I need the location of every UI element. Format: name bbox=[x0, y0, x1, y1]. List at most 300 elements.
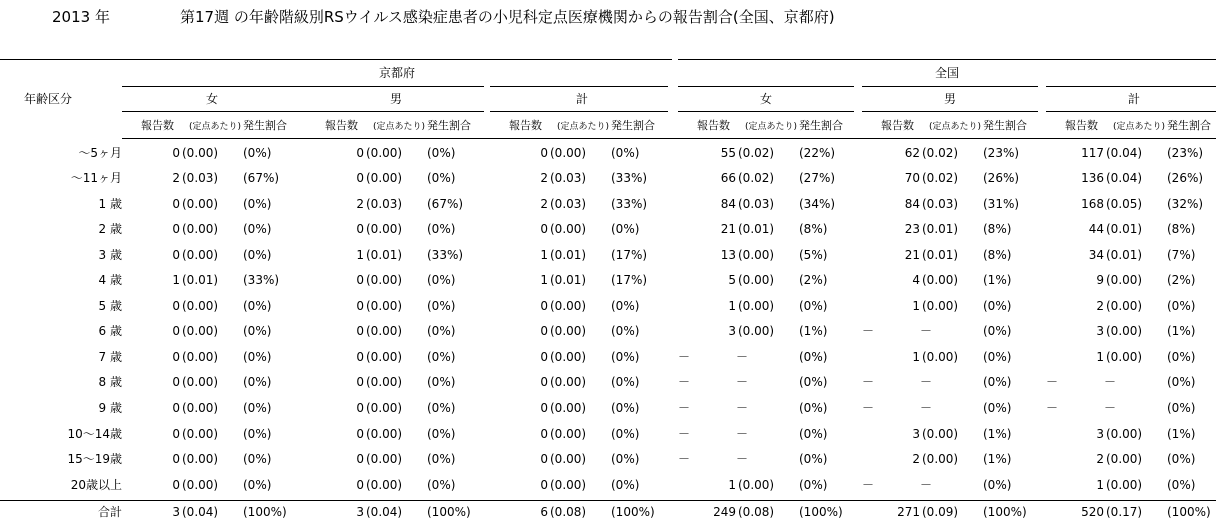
cell-ratio: (26%) bbox=[1167, 171, 1204, 185]
cell-ratio: (8%) bbox=[1167, 222, 1196, 236]
cell-per-site: (0.09) bbox=[922, 505, 959, 519]
cell-ratio: (0%) bbox=[427, 146, 456, 160]
cell-ratio: (0%) bbox=[611, 324, 640, 338]
sex-divider-2 bbox=[490, 111, 668, 112]
cell-per-site: (0.00) bbox=[550, 350, 587, 364]
cell-per-site: (0.03) bbox=[366, 197, 403, 211]
cell-count-dash: － bbox=[862, 324, 875, 338]
cell-count: 1 bbox=[540, 273, 548, 287]
cell-ratio: (0%) bbox=[427, 375, 456, 389]
cell-ratio: (0%) bbox=[799, 452, 828, 466]
subheader-per-site-1: (定点あたり) bbox=[373, 122, 426, 132]
cell-ratio: (1%) bbox=[799, 324, 828, 338]
cell-ratio: (0%) bbox=[243, 197, 272, 211]
cell-per-site: (0.00) bbox=[1106, 299, 1143, 313]
cell-per-site: (0.03) bbox=[922, 197, 959, 211]
cell-ratio: (7%) bbox=[1167, 248, 1196, 262]
cell-count-dash: － bbox=[678, 401, 691, 415]
cell-count: 1 bbox=[912, 350, 920, 364]
cell-count: 55 bbox=[720, 146, 736, 160]
cell-count: 9 bbox=[1096, 273, 1104, 287]
cell-ratio: (2%) bbox=[799, 273, 828, 287]
cell-count: 1 bbox=[728, 478, 736, 492]
cell-ratio: (0%) bbox=[1167, 375, 1196, 389]
region-header-national: 全国 bbox=[934, 66, 960, 80]
cell-count: 1 bbox=[356, 248, 364, 262]
cell-per-site: (0.00) bbox=[550, 427, 587, 441]
cell-ratio: (0%) bbox=[243, 222, 272, 236]
cell-per-site: (0.01) bbox=[366, 248, 403, 262]
sex-header-0: 女 bbox=[205, 92, 219, 106]
cell-per-site: (0.01) bbox=[550, 273, 587, 287]
cell-ratio: (100%) bbox=[983, 505, 1027, 519]
cell-count: 62 bbox=[904, 146, 920, 160]
cell-ratio: (0%) bbox=[427, 171, 456, 185]
cell-count-dash: － bbox=[678, 350, 691, 364]
cell-ratio: (0%) bbox=[799, 427, 828, 441]
cell-count: 0 bbox=[540, 222, 548, 236]
cell-count: 0 bbox=[172, 452, 180, 466]
cell-per-site: (0.00) bbox=[182, 324, 219, 338]
row-age-label: 合計 bbox=[97, 505, 122, 519]
cell-count: 2 bbox=[540, 171, 548, 185]
cell-ratio: (100%) bbox=[427, 505, 471, 519]
cell-count: 2 bbox=[172, 171, 180, 185]
cell-ratio: (0%) bbox=[611, 401, 640, 415]
cell-per-site: (0.00) bbox=[738, 273, 775, 287]
cell-per-site: (0.01) bbox=[1106, 222, 1143, 236]
cell-ratio: (67%) bbox=[427, 197, 464, 211]
cell-per-site: (0.00) bbox=[922, 350, 959, 364]
cell-per-site-dash: － bbox=[1104, 375, 1117, 389]
cell-ratio: (0%) bbox=[427, 350, 456, 364]
cell-per-site: (0.01) bbox=[922, 222, 959, 236]
cell-count: 0 bbox=[540, 427, 548, 441]
cell-per-site: (0.00) bbox=[738, 299, 775, 313]
cell-count: 0 bbox=[172, 222, 180, 236]
cell-per-site: (0.01) bbox=[182, 273, 219, 287]
sex-divider-5 bbox=[1046, 111, 1216, 112]
total-row-border bbox=[0, 500, 1216, 501]
cell-ratio: (0%) bbox=[427, 478, 456, 492]
cell-count: 2 bbox=[540, 197, 548, 211]
cell-per-site: (0.00) bbox=[366, 273, 403, 287]
subheader-count-4: 報告数 bbox=[881, 119, 914, 132]
cell-count: 0 bbox=[540, 375, 548, 389]
cell-per-site: (0.03) bbox=[182, 171, 219, 185]
cell-ratio: (100%) bbox=[243, 505, 287, 519]
cell-per-site: (0.00) bbox=[550, 299, 587, 313]
region-divider-4 bbox=[862, 86, 1038, 87]
cell-count: 0 bbox=[356, 401, 364, 415]
cell-count: 0 bbox=[172, 401, 180, 415]
cell-per-site: (0.02) bbox=[922, 171, 959, 185]
cell-ratio: (23%) bbox=[1167, 146, 1204, 160]
cell-count: 0 bbox=[356, 146, 364, 160]
cell-ratio: (1%) bbox=[1167, 427, 1196, 441]
cell-per-site: (0.00) bbox=[550, 222, 587, 236]
cell-count: 3 bbox=[728, 324, 736, 338]
cell-ratio: (0%) bbox=[427, 452, 456, 466]
cell-ratio: (0%) bbox=[427, 324, 456, 338]
cell-ratio: (0%) bbox=[611, 478, 640, 492]
cell-count-dash: － bbox=[862, 478, 875, 492]
subheader-per-site-4: (定点あたり) bbox=[929, 122, 982, 132]
cell-count: 1 bbox=[912, 299, 920, 313]
cell-per-site: (0.01) bbox=[550, 248, 587, 262]
cell-ratio: (34%) bbox=[799, 197, 836, 211]
cell-count: 66 bbox=[720, 171, 736, 185]
cell-ratio: (0%) bbox=[243, 478, 272, 492]
cell-per-site: (0.00) bbox=[738, 248, 775, 262]
cell-count: 2 bbox=[912, 452, 920, 466]
row-age-label: 7 歳 bbox=[98, 350, 122, 364]
cell-ratio: (0%) bbox=[243, 452, 272, 466]
cell-ratio: (0%) bbox=[799, 401, 828, 415]
cell-count: 1 bbox=[540, 248, 548, 262]
cell-ratio: (100%) bbox=[611, 505, 655, 519]
cell-count: 21 bbox=[720, 222, 736, 236]
cell-ratio: (0%) bbox=[611, 222, 640, 236]
cell-per-site: (0.00) bbox=[182, 350, 219, 364]
cell-ratio: (0%) bbox=[243, 401, 272, 415]
sex-divider-3 bbox=[678, 111, 854, 112]
cell-per-site: (0.00) bbox=[366, 299, 403, 313]
cell-per-site: (0.00) bbox=[366, 452, 403, 466]
cell-ratio: (26%) bbox=[983, 171, 1020, 185]
cell-count-dash: － bbox=[678, 427, 691, 441]
cell-ratio: (1%) bbox=[983, 427, 1012, 441]
cell-count-dash: － bbox=[678, 452, 691, 466]
cell-count: 3 bbox=[912, 427, 920, 441]
cell-ratio: (17%) bbox=[611, 273, 648, 287]
cell-per-site: (0.00) bbox=[738, 478, 775, 492]
sex-header-5: 計 bbox=[1127, 92, 1141, 106]
cell-count: 23 bbox=[904, 222, 920, 236]
header-top-border-right bbox=[678, 59, 1216, 60]
cell-per-site: (0.00) bbox=[182, 478, 219, 492]
row-age-label: ～11ヶ月 bbox=[70, 171, 122, 185]
subheader-ratio-5: 発生割合 bbox=[1167, 119, 1211, 132]
cell-ratio: (32%) bbox=[1167, 197, 1204, 211]
cell-count: 5 bbox=[728, 273, 736, 287]
cell-ratio: (0%) bbox=[243, 350, 272, 364]
cell-count-dash: － bbox=[862, 375, 875, 389]
cell-ratio: (0%) bbox=[427, 427, 456, 441]
cell-count: 0 bbox=[540, 350, 548, 364]
cell-count: 3 bbox=[356, 505, 364, 519]
cell-count: 0 bbox=[540, 478, 548, 492]
cell-ratio: (0%) bbox=[799, 299, 828, 313]
cell-per-site: (0.00) bbox=[182, 299, 219, 313]
cell-count: 0 bbox=[172, 299, 180, 313]
cell-ratio: (33%) bbox=[427, 248, 464, 262]
cell-ratio: (0%) bbox=[243, 427, 272, 441]
cell-per-site: (0.00) bbox=[366, 350, 403, 364]
cell-count: 249 bbox=[713, 505, 736, 519]
subheader-count-2: 報告数 bbox=[509, 119, 542, 132]
cell-per-site: (0.00) bbox=[182, 222, 219, 236]
cell-ratio: (67%) bbox=[243, 171, 280, 185]
cell-ratio: (0%) bbox=[1167, 478, 1196, 492]
subheader-ratio-2: 発生割合 bbox=[611, 119, 655, 132]
subheader-per-site-5: (定点あたり) bbox=[1113, 122, 1166, 132]
cell-count: 70 bbox=[904, 171, 920, 185]
cell-ratio: (33%) bbox=[611, 197, 648, 211]
cell-ratio: (0%) bbox=[243, 299, 272, 313]
cell-ratio: (0%) bbox=[799, 478, 828, 492]
cell-count: 1 bbox=[1096, 350, 1104, 364]
cell-ratio: (0%) bbox=[427, 299, 456, 313]
cell-count: 0 bbox=[540, 299, 548, 313]
page-title: 第17週 の年齢階級別RSウイルス感染症患者の小児科定点医療機関からの報告割合(全国、京都府) bbox=[180, 8, 835, 26]
cell-per-site-dash: － bbox=[1104, 401, 1117, 415]
cell-per-site: (0.00) bbox=[182, 375, 219, 389]
region-divider-2 bbox=[490, 86, 668, 87]
cell-per-site: (0.04) bbox=[182, 505, 219, 519]
cell-count: 3 bbox=[172, 505, 180, 519]
row-age-label: 15～19歳 bbox=[67, 452, 122, 466]
cell-per-site: (0.03) bbox=[738, 197, 775, 211]
subheader-ratio-0: 発生割合 bbox=[243, 119, 287, 132]
cell-per-site-dash: － bbox=[736, 401, 749, 415]
cell-per-site: (0.00) bbox=[366, 324, 403, 338]
cell-per-site: (0.04) bbox=[366, 505, 403, 519]
cell-per-site: (0.00) bbox=[182, 427, 219, 441]
subheader-count-0: 報告数 bbox=[141, 119, 174, 132]
cell-per-site: (0.00) bbox=[1106, 478, 1143, 492]
cell-ratio: (0%) bbox=[243, 324, 272, 338]
cell-ratio: (0%) bbox=[611, 146, 640, 160]
cell-count: 0 bbox=[356, 273, 364, 287]
cell-count: 44 bbox=[1088, 222, 1104, 236]
cell-ratio: (0%) bbox=[1167, 401, 1196, 415]
cell-ratio: (1%) bbox=[1167, 324, 1196, 338]
cell-ratio: (0%) bbox=[1167, 350, 1196, 364]
cell-per-site: (0.00) bbox=[1106, 273, 1143, 287]
cell-per-site-dash: － bbox=[736, 452, 749, 466]
cell-ratio: (0%) bbox=[611, 350, 640, 364]
cell-per-site: (0.00) bbox=[922, 299, 959, 313]
cell-per-site: (0.05) bbox=[1106, 197, 1143, 211]
cell-per-site: (0.04) bbox=[1106, 171, 1143, 185]
cell-per-site: (0.00) bbox=[366, 146, 403, 160]
cell-count: 271 bbox=[897, 505, 920, 519]
cell-per-site-dash: － bbox=[736, 427, 749, 441]
cell-per-site: (0.00) bbox=[1106, 427, 1143, 441]
cell-ratio: (0%) bbox=[427, 273, 456, 287]
cell-per-site: (0.08) bbox=[738, 505, 775, 519]
cell-ratio: (0%) bbox=[243, 146, 272, 160]
cell-ratio: (0%) bbox=[611, 427, 640, 441]
cell-per-site: (0.00) bbox=[182, 401, 219, 415]
cell-per-site: (0.00) bbox=[550, 478, 587, 492]
cell-ratio: (0%) bbox=[983, 478, 1012, 492]
cell-count: 0 bbox=[540, 146, 548, 160]
cell-count: 168 bbox=[1081, 197, 1104, 211]
sex-divider-4 bbox=[862, 111, 1038, 112]
cell-per-site: (0.00) bbox=[1106, 350, 1143, 364]
row-age-label: 4 歳 bbox=[98, 273, 122, 287]
cell-ratio: (33%) bbox=[243, 273, 280, 287]
row-age-label: 6 歳 bbox=[98, 324, 122, 338]
region-divider-1 bbox=[306, 86, 484, 87]
cell-per-site: (0.00) bbox=[550, 146, 587, 160]
cell-per-site-dash: － bbox=[920, 324, 933, 338]
cell-count: 1 bbox=[1096, 478, 1104, 492]
cell-ratio: (100%) bbox=[799, 505, 843, 519]
cell-count: 0 bbox=[172, 248, 180, 262]
cell-count-dash: － bbox=[678, 375, 691, 389]
cell-per-site: (0.03) bbox=[550, 197, 587, 211]
cell-per-site: (0.01) bbox=[1106, 248, 1143, 262]
cell-ratio: (0%) bbox=[983, 299, 1012, 313]
cell-count-dash: － bbox=[862, 401, 875, 415]
sex-header-4: 男 bbox=[943, 92, 957, 106]
cell-per-site: (0.00) bbox=[182, 197, 219, 211]
cell-count: 0 bbox=[356, 478, 364, 492]
cell-ratio: (8%) bbox=[799, 222, 828, 236]
cell-count: 520 bbox=[1081, 505, 1104, 519]
cell-count: 0 bbox=[172, 375, 180, 389]
cell-count: 6 bbox=[540, 505, 548, 519]
cell-ratio: (0%) bbox=[243, 375, 272, 389]
cell-ratio: (0%) bbox=[427, 222, 456, 236]
row-age-label: ～5ヶ月 bbox=[78, 146, 122, 160]
cell-per-site-dash: － bbox=[736, 375, 749, 389]
cell-ratio: (2%) bbox=[1167, 273, 1196, 287]
cell-count: 0 bbox=[540, 401, 548, 415]
region-header-kyoto: 京都府 bbox=[378, 66, 416, 80]
subheader-count-3: 報告数 bbox=[697, 119, 730, 132]
cell-count: 0 bbox=[356, 350, 364, 364]
cell-per-site-dash: － bbox=[920, 375, 933, 389]
cell-per-site: (0.00) bbox=[550, 324, 587, 338]
subheader-count-1: 報告数 bbox=[325, 119, 358, 132]
cell-count: 0 bbox=[356, 222, 364, 236]
cell-count: 117 bbox=[1081, 146, 1104, 160]
cell-per-site-dash: － bbox=[920, 478, 933, 492]
cell-per-site: (0.08) bbox=[550, 505, 587, 519]
cell-ratio: (0%) bbox=[983, 350, 1012, 364]
cell-ratio: (0%) bbox=[611, 452, 640, 466]
cell-per-site: (0.02) bbox=[738, 171, 775, 185]
subheader-ratio-3: 発生割合 bbox=[799, 119, 843, 132]
row-age-label: 10～14歳 bbox=[67, 427, 122, 441]
cell-count: 13 bbox=[720, 248, 736, 262]
cell-count: 0 bbox=[356, 452, 364, 466]
cell-count: 84 bbox=[720, 197, 736, 211]
cell-count-dash: － bbox=[1046, 375, 1059, 389]
cell-per-site: (0.02) bbox=[922, 146, 959, 160]
sex-header-2: 計 bbox=[575, 92, 589, 106]
cell-per-site: (0.01) bbox=[738, 222, 775, 236]
cell-ratio: (0%) bbox=[427, 401, 456, 415]
cell-count: 2 bbox=[1096, 299, 1104, 313]
cell-per-site: (0.00) bbox=[366, 401, 403, 415]
cell-ratio: (5%) bbox=[799, 248, 828, 262]
cell-per-site: (0.00) bbox=[182, 248, 219, 262]
cell-ratio: (22%) bbox=[799, 146, 836, 160]
sex-divider-1 bbox=[306, 111, 484, 112]
cell-per-site: (0.00) bbox=[182, 146, 219, 160]
cell-count: 1 bbox=[728, 299, 736, 313]
cell-per-site: (0.17) bbox=[1106, 505, 1143, 519]
age-group-header: 年齢区分 bbox=[23, 92, 73, 106]
cell-per-site-dash: － bbox=[736, 350, 749, 364]
cell-ratio: (0%) bbox=[799, 350, 828, 364]
row-age-label: 5 歳 bbox=[98, 299, 122, 313]
cell-ratio: (0%) bbox=[611, 299, 640, 313]
cell-ratio: (0%) bbox=[611, 375, 640, 389]
row-age-label: 20歳以上 bbox=[70, 478, 122, 492]
cell-count: 1 bbox=[172, 273, 180, 287]
row-age-label: 2 歳 bbox=[98, 222, 122, 236]
subheader-per-site-3: (定点あたり) bbox=[745, 122, 798, 132]
cell-count: 0 bbox=[356, 375, 364, 389]
cell-ratio: (0%) bbox=[983, 324, 1012, 338]
subheader-count-5: 報告数 bbox=[1065, 119, 1098, 132]
cell-per-site: (0.00) bbox=[550, 401, 587, 415]
cell-count: 0 bbox=[540, 452, 548, 466]
subheader-ratio-1: 発生割合 bbox=[427, 119, 471, 132]
cell-per-site: (0.00) bbox=[922, 273, 959, 287]
cell-count: 0 bbox=[172, 324, 180, 338]
cell-per-site: (0.00) bbox=[182, 452, 219, 466]
cell-ratio: (8%) bbox=[983, 248, 1012, 262]
cell-count: 21 bbox=[904, 248, 920, 262]
cell-count: 0 bbox=[172, 197, 180, 211]
row-age-label: 9 歳 bbox=[98, 401, 122, 415]
cell-count: 34 bbox=[1088, 248, 1104, 262]
cell-per-site: (0.00) bbox=[366, 478, 403, 492]
cell-count: 0 bbox=[172, 427, 180, 441]
cell-ratio: (1%) bbox=[983, 273, 1012, 287]
cell-ratio: (33%) bbox=[611, 171, 648, 185]
cell-per-site: (0.00) bbox=[922, 427, 959, 441]
cell-count: 2 bbox=[356, 197, 364, 211]
cell-count: 0 bbox=[540, 324, 548, 338]
cell-ratio: (1%) bbox=[983, 452, 1012, 466]
cell-per-site: (0.00) bbox=[1106, 452, 1143, 466]
cell-per-site: (0.00) bbox=[738, 324, 775, 338]
cell-per-site: (0.00) bbox=[550, 375, 587, 389]
cell-count: 0 bbox=[356, 299, 364, 313]
cell-ratio: (23%) bbox=[983, 146, 1020, 160]
subheader-bottom-border bbox=[122, 138, 1216, 139]
cell-per-site: (0.02) bbox=[738, 146, 775, 160]
cell-count: 2 bbox=[1096, 452, 1104, 466]
cell-per-site: (0.00) bbox=[366, 427, 403, 441]
cell-per-site: (0.01) bbox=[922, 248, 959, 262]
row-age-label: 8 歳 bbox=[98, 375, 122, 389]
subheader-ratio-4: 発生割合 bbox=[983, 119, 1027, 132]
region-divider-5 bbox=[1046, 86, 1216, 87]
cell-per-site: (0.00) bbox=[922, 452, 959, 466]
cell-per-site-dash: － bbox=[920, 401, 933, 415]
cell-ratio: (0%) bbox=[243, 248, 272, 262]
row-age-label: 1 歳 bbox=[98, 197, 122, 211]
header-top-border-left bbox=[0, 59, 672, 60]
sex-header-1: 男 bbox=[389, 92, 403, 106]
cell-ratio: (0%) bbox=[983, 375, 1012, 389]
cell-count: 3 bbox=[1096, 427, 1104, 441]
cell-count: 0 bbox=[356, 427, 364, 441]
cell-per-site: (0.00) bbox=[366, 171, 403, 185]
subheader-per-site-2: (定点あたり) bbox=[557, 122, 610, 132]
cell-count: 0 bbox=[172, 146, 180, 160]
page-title-year: 2013 年 bbox=[52, 8, 110, 26]
